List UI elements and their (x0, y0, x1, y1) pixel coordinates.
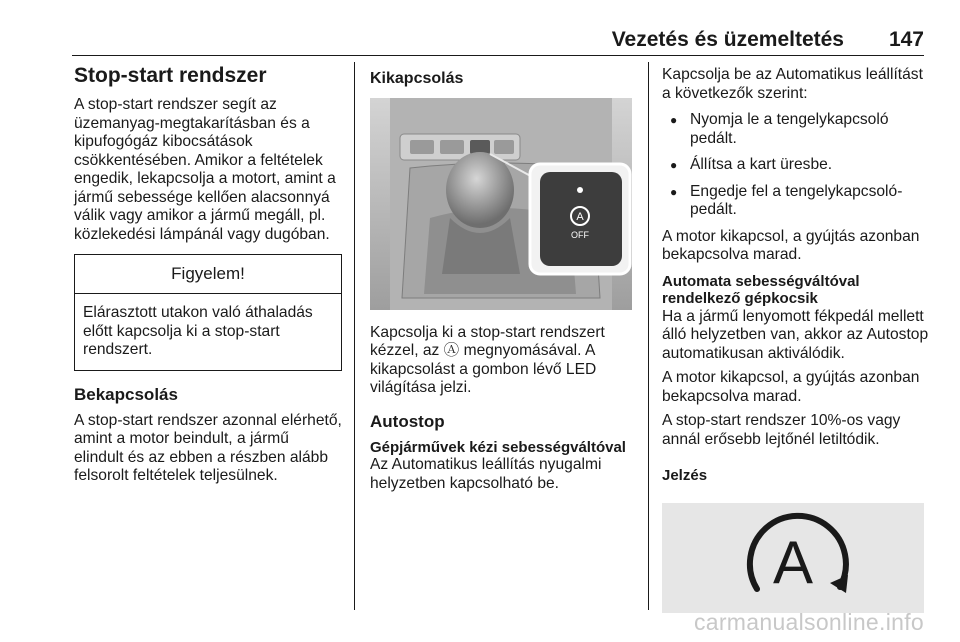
page-header (72, 26, 924, 56)
off-button-label: OFF (571, 229, 589, 240)
steps-intro: Kapcsolja be az Automatikus leállítást a következők szerint: (662, 66, 923, 102)
warning-title: Figyelem! (75, 255, 341, 294)
subheading-automatic: Automata sebességváltóval rendelkező gépkocsik (662, 272, 860, 307)
steps-list (662, 111, 932, 220)
column-divider (648, 62, 649, 610)
subheading-autostop: Autostop (370, 411, 445, 431)
section-heading: Stop-start rendszer (74, 64, 267, 87)
watermark: carmanualsonline.info (693, 609, 924, 635)
svg-text:A: A (576, 210, 584, 223)
result-paragraph: A motor kikapcsol, a gyújtás azonban bekapcsolva marad. (662, 227, 920, 263)
column-left (74, 62, 342, 486)
subheading-manual: Gépjárművek kézi sebességváltóval (370, 438, 626, 456)
console-illustration (370, 98, 632, 310)
page-number: 147 (888, 28, 924, 51)
column-middle (370, 62, 634, 493)
subheading-activation: Bekapcsolás (74, 384, 178, 404)
list-item: ● Állítsa a kart üresbe. (662, 156, 932, 175)
list-item: ● Nyomja le a tengelykapcsoló pedált. (662, 111, 932, 148)
deactivation-paragraph: Kapcsolja ki a stop-start rendszert kézzel, az Ⓐ megnyomásával. A kikapcsolást a gombon lévő LED világítása jelzi. (370, 323, 605, 396)
header-title: Vezetés és üzemeltetés (611, 28, 844, 51)
subheading-indicator: Jelzés (662, 467, 708, 484)
indicator-letter: A (772, 528, 814, 596)
gradient-paragraph: A stop-start rendszer 10%-os vagy annál erősebb lejtőnél letiltódik. (662, 412, 901, 448)
column-divider (354, 62, 355, 610)
automatic-paragraph: Ha a jármű lenyomott fékpedál mellett álló helyzetben van, akkor az Autostop automatikusan aktiválódik. (662, 307, 929, 362)
console-photo (370, 98, 632, 310)
manual-paragraph: Az Automatikus leállítás nyugalmi helyzetben kapcsolható be. (370, 456, 602, 492)
intro-paragraph: A stop-start rendszer segít az üzemanyag-megtakarításban és a kipufogógáz kibocsátások csökkentésében. Amikor a feltételek engedik, lekapcsolja a motort, amint a jármű sebessége kellően alacsonnyá válik vagy amikor a jármű megáll, pl. közlekedési lámpánál vagy dugóban. (74, 96, 336, 243)
column-right (662, 62, 932, 613)
activation-paragraph: A stop-start rendszer azonnal elérhető, amint a motor beindult, a jármű elindult és az ebben a részben alább felsorolt feltételek teljesülnek. (74, 411, 342, 484)
warning-box (74, 254, 342, 371)
autostop-indicator (662, 503, 924, 613)
list-item: ● Engedje fel a tengelykapcsoló-pedált. (662, 183, 932, 220)
warning-text: Elárasztott utakon való áthaladás előtt kapcsolja ki a stop-start rendszert. (83, 304, 313, 358)
result-paragraph: A motor kikapcsol, a gyújtás azonban bekapcsolva marad. (662, 369, 920, 405)
autostop-icon (662, 503, 924, 613)
subheading-deactivation: Kikapcsolás (370, 70, 464, 87)
